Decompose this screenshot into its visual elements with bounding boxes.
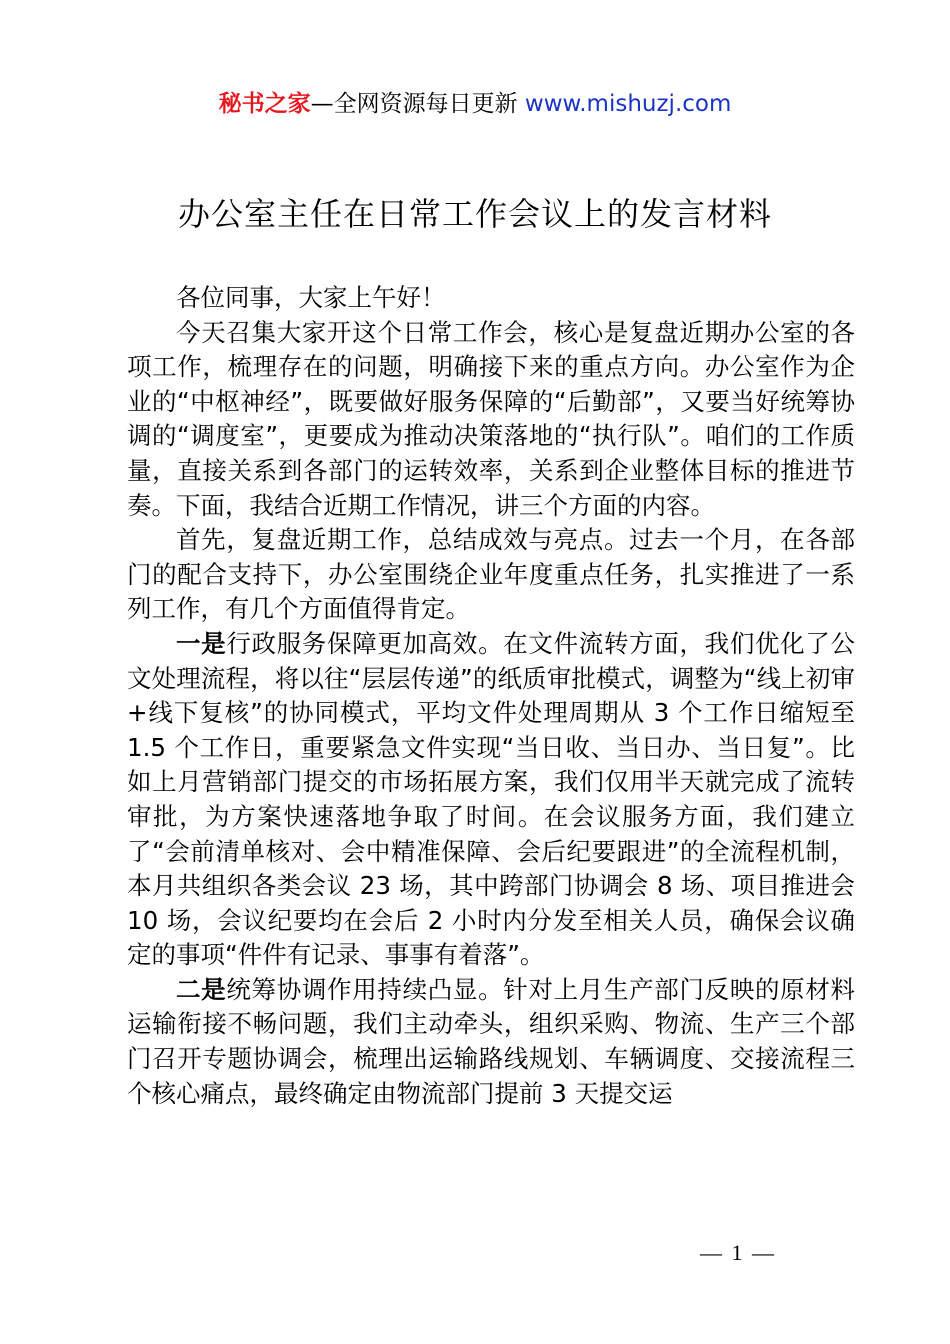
site-header — [0, 88, 950, 120]
header-slogan: —全网资源每日更新 — [310, 91, 518, 117]
site-url-link[interactable]: www.mishuzj.com — [524, 91, 732, 117]
document-body — [127, 281, 855, 1111]
greeting-paragraph: 各位同事，大家上午好！ — [176, 283, 446, 312]
section-first-paragraph: 首先，复盘近期工作，总结成效与亮点。过去一个月，在各部门的配合支持下，办公室围绕企业年度重点任务，扎实推进了一系列工作，有几个方面值得肯定。 — [127, 525, 855, 624]
brand-name: 秘书之家 — [218, 91, 311, 117]
point-two-paragraph — [127, 973, 855, 1111]
point-two-text: 统筹协调作用持续凸显。针对上月生产部门反映的原材料运输衔接不畅问题，我们主动牵头，组织采购、物流、生产三个部门召开专题协调会，梳理出运输路线规划、车辆调度、交接流程三个核心痛点，最终确定由物流部门提前 3 天提交运 — [127, 974, 856, 1108]
point-one-lead: 一是 — [176, 628, 227, 658]
document-title: 办公室主任在日常工作会议上的发言材料 — [177, 195, 772, 233]
point-one-paragraph — [127, 627, 855, 973]
point-two-lead: 二是 — [176, 974, 227, 1004]
page-number: — 1 — — [700, 1240, 776, 1265]
point-one-text: 行政服务保障更加高效。在文件流转方面，我们优化了公文处理流程，将以往“层层传递”的纸质审批模式，调整为“线上初审+线下复核”的协同模式，平均文件处理周期从 3 个工作日缩短至 1.5 个工作日，重要紧急文件实现“当日收、当日办、当日复”。比如上月营销部门提交的市场拓展方案，我们仅用半天就完成了流转审批，为方案快速落地争取了时间。在会议服务方面，我们建立了“会前清单核对、会中精准保障、会后纪要跟进”的全流程机制，本月共组织各类会议 23 场，其中跨部门协调会 8 场、项目推进会 10 场，会议纪要均在会后 2 小时内分发至相关人员，确保会议确定的事项“件件有记录、事事有着落”。 — [127, 628, 856, 970]
intro-paragraph: 今天召集大家开这个日常工作会，核心是复盘近期办公室的各项工作，梳理存在的问题，明确接下来的重点方向。办公室作为企业的“中枢神经”，既要做好服务保障的“后勤部”，又要当好统筹协调的“调度室”，更要成为推动决策落地的“执行队”。咱们的工作质量，直接关系到各部门的运转效率，关系到企业整体目标的推进节奏。下面，我结合近期工作情况，讲三个方面的内容。 — [127, 317, 855, 520]
